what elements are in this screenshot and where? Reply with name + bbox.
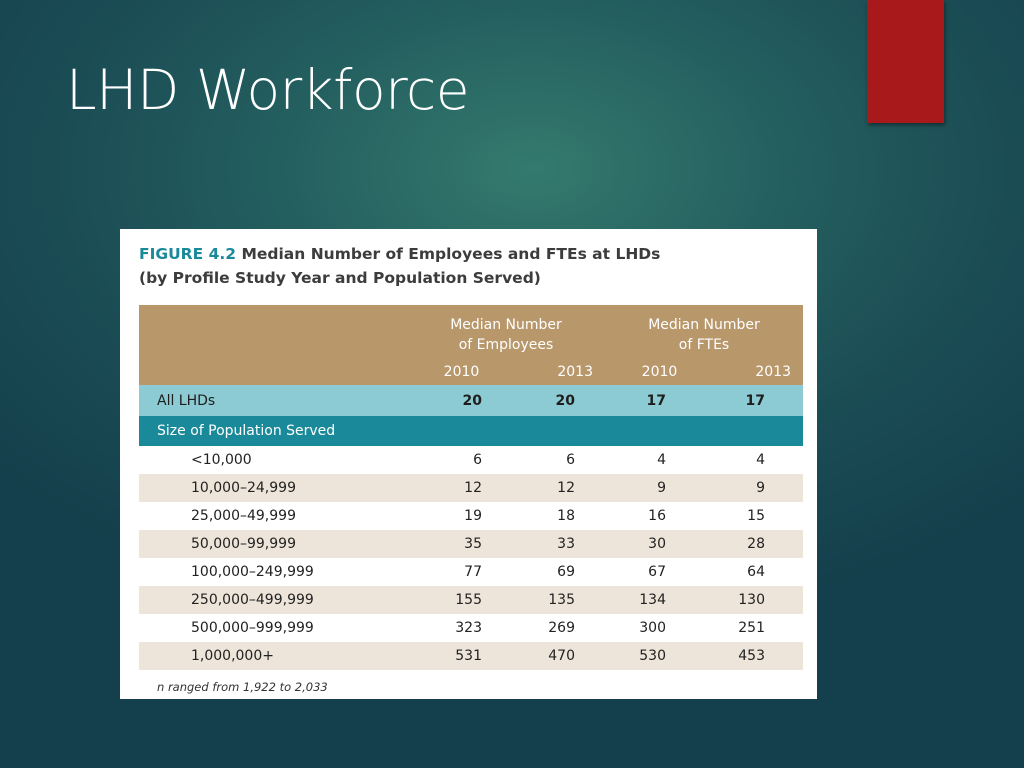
section-row-population <box>139 416 803 446</box>
row-label: 25,000–49,999 <box>191 508 296 524</box>
table-row <box>139 586 803 614</box>
table-row <box>139 530 803 558</box>
figure-caption-line2: (by Profile Study Year and Population Served) <box>139 269 541 287</box>
cell-ftes-2013: 4 <box>756 452 765 468</box>
cell-ftes-2010: 4 <box>657 452 666 468</box>
cell-employees-2010: 323 <box>455 620 482 636</box>
table-header-years-row <box>139 359 803 385</box>
table-row <box>139 502 803 530</box>
row-label: All LHDs <box>139 385 407 416</box>
cell-employees-2013: 20 <box>506 385 605 416</box>
table-header-group-row <box>139 305 803 359</box>
cell-employees-2013: 33 <box>506 530 605 558</box>
cell-employees-2010: 20 <box>407 385 506 416</box>
header-empty-cell <box>139 359 407 385</box>
cell-employees-2013: 18 <box>557 508 575 524</box>
row-label: 10,000–24,999 <box>139 474 407 502</box>
row-label: 1,000,000+ <box>139 642 407 670</box>
cell-ftes-2010: 30 <box>605 530 704 558</box>
cell-employees-2013: 12 <box>506 474 605 502</box>
cell-ftes-2010: 67 <box>648 564 666 580</box>
cell-employees-2010: 155 <box>407 586 506 614</box>
header-empty-cell <box>139 305 407 359</box>
row-label: 250,000–499,999 <box>139 586 407 614</box>
row-label: 50,000–99,999 <box>139 530 407 558</box>
header-ftes <box>605 305 803 359</box>
cell-ftes-2013: 15 <box>747 508 765 524</box>
table-row <box>139 642 803 670</box>
cell-ftes-2013: 130 <box>704 586 803 614</box>
table-row <box>139 446 803 474</box>
accent-bar <box>867 0 944 123</box>
cell-ftes-2010: 17 <box>605 385 704 416</box>
footnote: n ranged from 1,922 to 2,033 <box>157 680 328 694</box>
cell-ftes-2013: 64 <box>747 564 765 580</box>
header-year-ftes-2013: 2013 <box>704 359 803 385</box>
header-year-employees-2010: 2010 <box>407 359 506 385</box>
cell-ftes-2013: 28 <box>704 530 803 558</box>
header-ftes-line1: Median Number <box>648 317 760 333</box>
cell-ftes-2013: 453 <box>704 642 803 670</box>
cell-employees-2013: 69 <box>557 564 575 580</box>
cell-ftes-2010: 300 <box>639 620 666 636</box>
cell-employees-2010: 12 <box>407 474 506 502</box>
cell-employees-2010: 531 <box>407 642 506 670</box>
table-row <box>139 474 803 502</box>
cell-ftes-2010: 16 <box>648 508 666 524</box>
header-employees-line2: of Employees <box>458 337 554 353</box>
cell-ftes-2010: 530 <box>605 642 704 670</box>
cell-ftes-2013: 9 <box>704 474 803 502</box>
cell-employees-2010: 19 <box>464 508 482 524</box>
table-row-all-lhds <box>139 385 803 416</box>
row-label: <10,000 <box>191 452 252 468</box>
cell-ftes-2013: 251 <box>738 620 765 636</box>
table-row <box>139 614 803 642</box>
cell-ftes-2013: 17 <box>704 385 803 416</box>
employees-ftes-table <box>139 305 803 670</box>
header-employees-line1: Median Number <box>450 317 562 333</box>
figure-label: FIGURE 4.2 <box>139 245 237 263</box>
header-year-ftes-2010: 2010 <box>605 359 704 385</box>
cell-ftes-2010: 9 <box>605 474 704 502</box>
cell-employees-2010: 6 <box>473 452 482 468</box>
slide-title: LHD Workforce <box>66 58 470 122</box>
header-employees <box>407 305 605 359</box>
row-label: 500,000–999,999 <box>191 620 314 636</box>
table-row <box>139 558 803 586</box>
cell-employees-2010: 77 <box>464 564 482 580</box>
figure-caption-line1: Median Number of Employees and FTEs at LHDs <box>241 245 661 263</box>
header-ftes-line2: of FTEs <box>678 337 730 353</box>
section-label: Size of Population Served <box>139 416 803 446</box>
cell-employees-2013: 135 <box>506 586 605 614</box>
header-year-employees-2013: 2013 <box>506 359 605 385</box>
figure-caption <box>139 242 660 290</box>
figure-panel <box>120 229 817 699</box>
row-label: 100,000–249,999 <box>191 564 314 580</box>
cell-employees-2013: 269 <box>548 620 575 636</box>
cell-employees-2013: 470 <box>506 642 605 670</box>
cell-employees-2013: 6 <box>566 452 575 468</box>
cell-employees-2010: 35 <box>407 530 506 558</box>
cell-ftes-2010: 134 <box>605 586 704 614</box>
data-table-wrap <box>139 305 803 670</box>
